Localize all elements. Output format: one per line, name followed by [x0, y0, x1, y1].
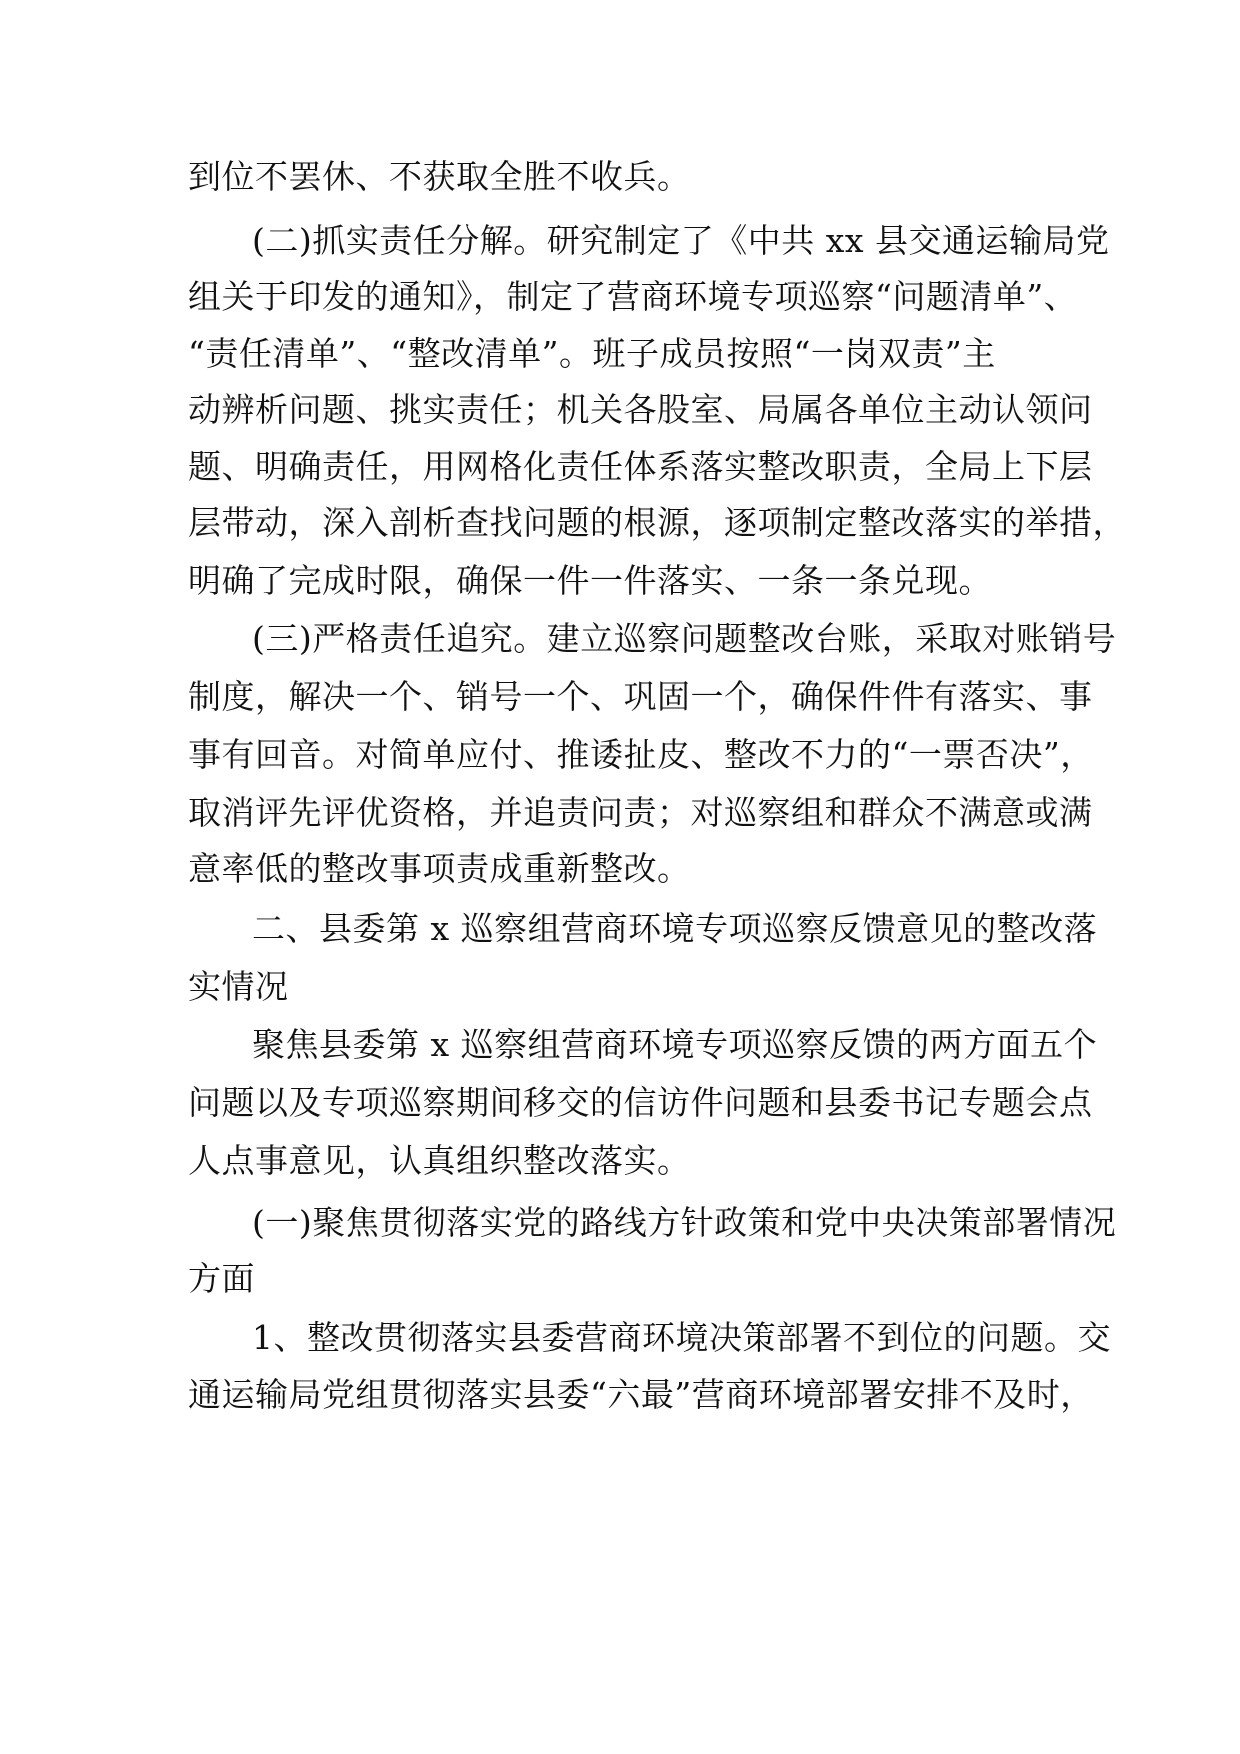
- text-line: 明确了完成时限，确保一件一件落实、一条一条兑现。: [188, 561, 992, 600]
- text-line: 取消评先评优资格，并追责问责；对巡察组和群众不满意或满: [188, 793, 1093, 832]
- text-line: 人点事意见，认真组织整改落实。: [188, 1141, 691, 1180]
- text-line: 层带动，深入剖析查找问题的根源，逐项制定整改落实的举措，: [188, 503, 1126, 542]
- text-line: 题、明确责任，用网格化责任体系落实整改职责，全局上下层: [188, 447, 1093, 486]
- text-line: 组关于印发的通知》，制定了营商环境专项巡察“问题清单”、: [188, 277, 1078, 316]
- text-line: 实情况: [188, 967, 289, 1006]
- text-line: 事有回音。对简单应付、推诿扯皮、整改不力的“一票否决”，: [188, 735, 1094, 774]
- paragraph-start: 聚焦县委第 x 巡察组营商环境专项巡察反馈的两方面五个: [252, 1025, 1098, 1064]
- text-line: 方面: [188, 1259, 255, 1298]
- item-heading-1: 1、整改贯彻落实县委营商环境决策部署不到位的问题。交: [252, 1318, 1111, 1357]
- subsection-heading-1: (一)聚焦贯彻落实党的路线方针政策和党中央决策部署情况: [252, 1203, 1117, 1242]
- text-line: 到位不罢休、不获取全胜不收兵。: [188, 157, 691, 196]
- paragraph-heading-3: (三)严格责任追究。建立巡察问题整改台账，采取对账销号: [252, 619, 1117, 658]
- text-line: 制度，解决一个、销号一个、巩固一个，确保件件有落实、事: [188, 677, 1093, 716]
- paragraph-heading-2: (二)抓实责任分解。研究制定了《中共 xx 县交通运输局党: [252, 221, 1110, 260]
- text-line: 动辨析问题、挑实责任；机关各股室、局属各单位主动认领问: [188, 390, 1093, 429]
- text-line: 意率低的整改事项责成重新整改。: [188, 849, 691, 888]
- text-line: “责任清单”、“整改清单”。班子成员按照“一岗双责”主: [188, 334, 996, 373]
- text-line: 问题以及专项巡察期间移交的信访件问题和县委书记专题会点: [188, 1083, 1093, 1122]
- text-line: 通运输局党组贯彻落实县委“六最”营商环境部署安排不及时，: [188, 1375, 1094, 1414]
- section-heading-2: 二、县委第 x 巡察组营商环境专项巡察反馈意见的整改落: [252, 909, 1098, 948]
